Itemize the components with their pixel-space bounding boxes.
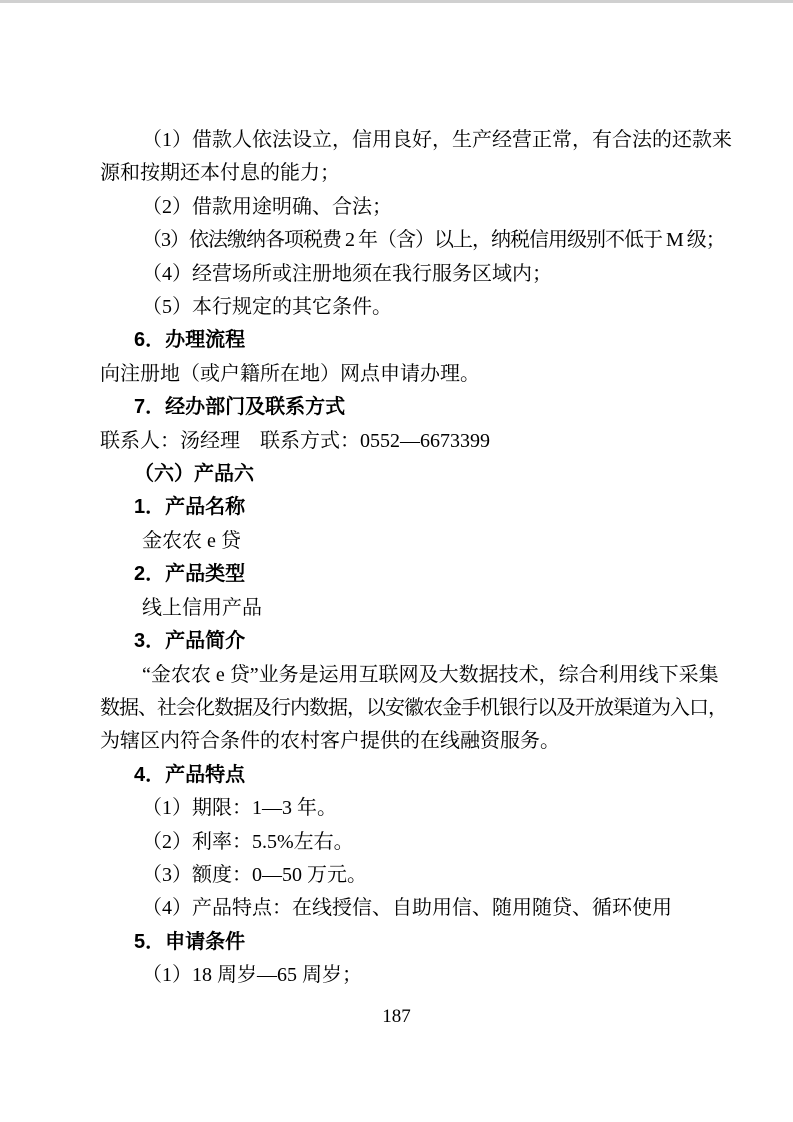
- paragraph-line: 数据、社会化数据及行内数据，以安徽农金手机银行以及开放渠道为入口，: [100, 696, 727, 719]
- paragraph-line: 向注册地（或户籍所在地）网点申请办理。: [100, 362, 480, 385]
- paragraph-line: 源和按期还本付息的能力；: [100, 162, 340, 185]
- paragraph-line: （3）额度：0—50 万元。: [142, 863, 367, 886]
- paragraph-line: （1）借款人依法设立，信用良好，生产经营正常，有合法的还款来: [142, 129, 732, 151]
- paragraph-line: （4）经营场所或注册地须在我行服务区域内；: [142, 262, 552, 285]
- section-heading: 2．产品类型: [134, 563, 246, 586]
- paragraph-line: （5）本行规定的其它条件。: [142, 296, 392, 319]
- section-heading: （六）产品六: [134, 463, 254, 486]
- paragraph-line: 线上信用产品: [142, 596, 262, 619]
- paragraph-line: （3）依法缴纳各项税费 2 年（含）以上，纳税信用级别不低于 M 级；: [142, 229, 725, 252]
- paragraph-line: （2）利率：5.5%左右。: [142, 830, 354, 853]
- section-heading: 5．申请条件: [134, 930, 246, 953]
- section-heading: 4．产品特点: [134, 763, 246, 786]
- scan-edge: [0, 0, 793, 3]
- paragraph-line: （4）产品特点：在线授信、自助用信、随用随贷、循环使用: [142, 897, 672, 920]
- paragraph-line: “金农农 e 贷”业务是运用互联网及大数据技术，综合利用线下采集: [142, 663, 719, 686]
- page-number: 187: [382, 1006, 411, 1027]
- section-heading: 7．经办部门及联系方式: [134, 396, 346, 419]
- paragraph-line: 金农农 e 贷: [142, 529, 241, 552]
- section-heading: 3．产品简介: [134, 630, 246, 653]
- paragraph-line: （1）18 周岁—65 周岁；: [142, 964, 362, 987]
- paragraph-line: （2）借款用途明确、合法；: [142, 195, 392, 218]
- paragraph-line: 为辖区内符合条件的农村客户提供的在线融资服务。: [100, 730, 560, 753]
- paragraph-line: 联系人：汤经理 联系方式：0552—6673399: [100, 429, 490, 452]
- paragraph-line: （1）期限：1—3 年。: [142, 797, 337, 820]
- document-body: [100, 124, 732, 993]
- section-heading: 6．办理流程: [134, 329, 246, 352]
- section-heading: 1．产品名称: [134, 496, 246, 519]
